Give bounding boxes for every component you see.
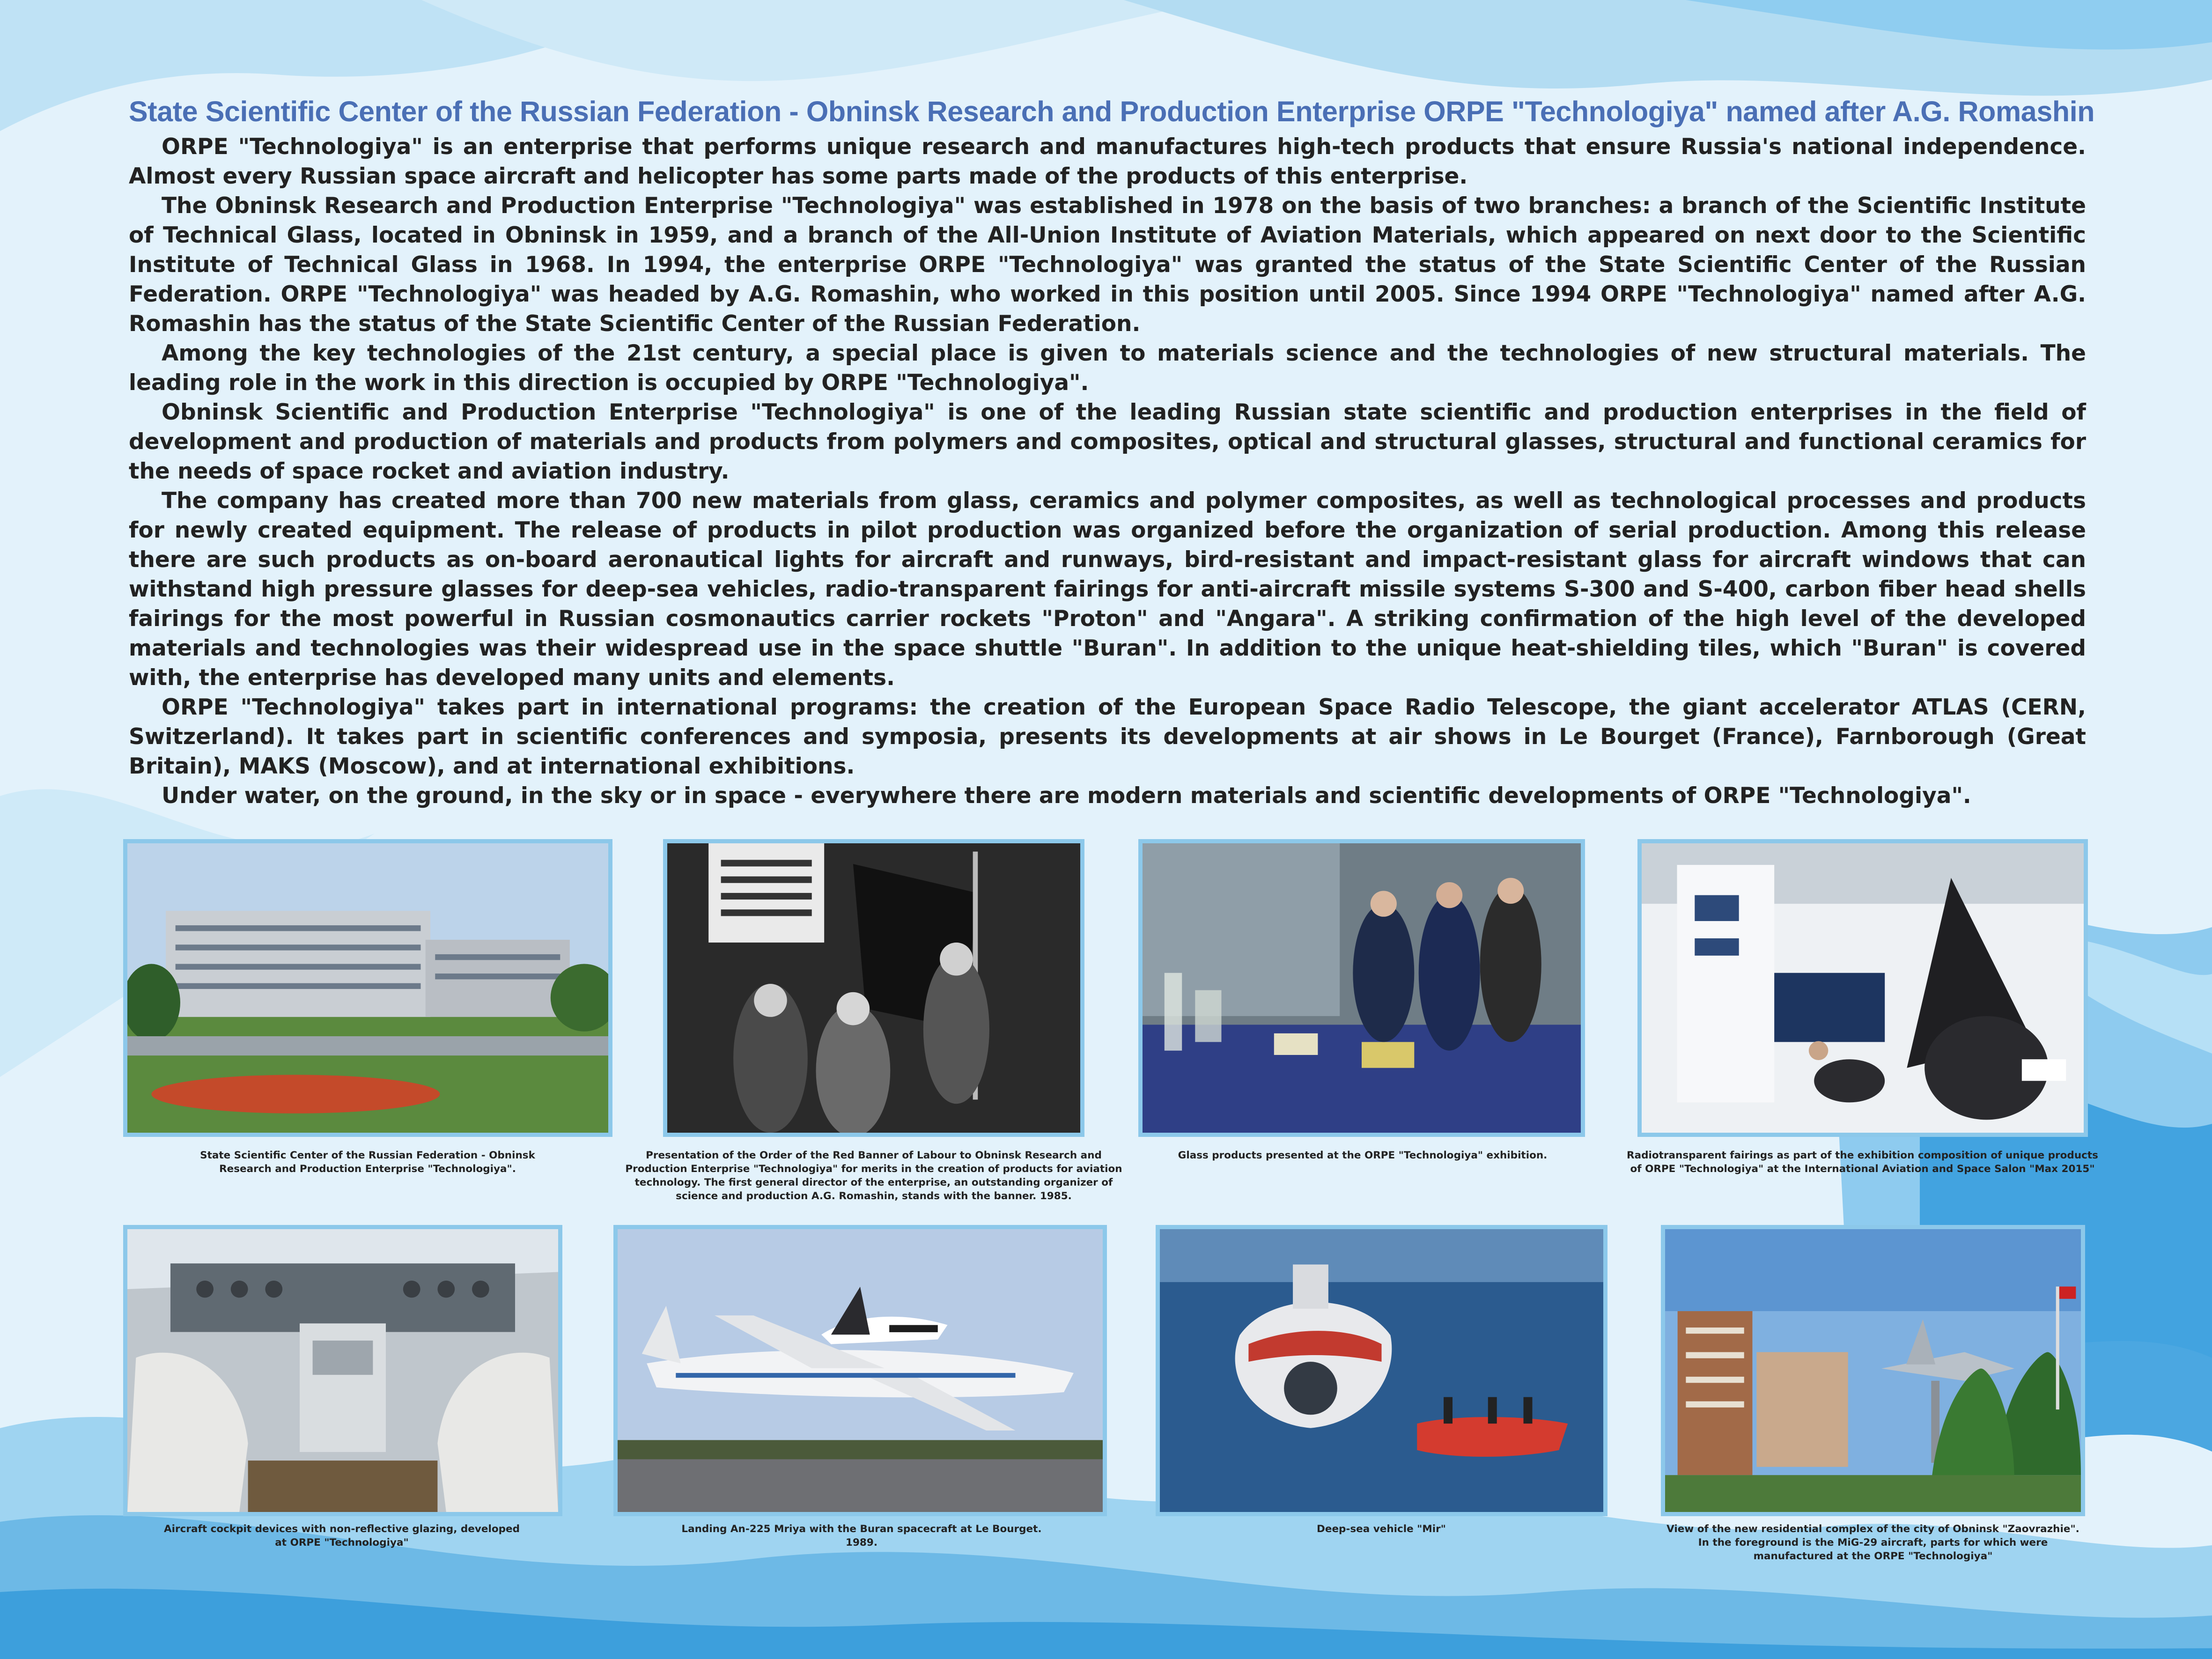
photo-caption: Landing An-225 Mriya with the Buran spacecraft at Le Bourget. 1989.: [681, 1523, 1042, 1548]
mir-image: [1160, 1229, 1603, 1512]
paragraph: Obninsk Scientific and Production Enterprise "Technologiya" is one of the leading Russian state scientific and production enterprises in the field of development and production of materials and products from polymers and composites, optical and structural glasses, structural and functional ceramics for the needs of space rocket and aviation industry.: [129, 399, 2086, 484]
building-image: [127, 843, 608, 1133]
exhibition-image: [1143, 843, 1581, 1133]
photo-caption: Radiotransparent fairings as part of the exhibition composition of unique products of ORPE "Technologiya" at the International Aviation and Space Salon "Max 2015": [1627, 1150, 2098, 1175]
an225-image: [618, 1229, 1103, 1512]
photo-caption: Deep-sea vehicle "Mir": [1317, 1523, 1446, 1535]
photo-glass-exhibition: [1138, 839, 1585, 1137]
paragraph: The Obninsk Research and Production Enterprise "Technologiya" was established in 1978 on the basis of two branches: a branch of the Scientific Institute of Technical Glass, located in Obninsk in 1959, and a branch of the All-Union Institute of Aviation Materials, which appeared on next door to the Scientific Institute of Technical Glass in 1968. In 1994, the enterprise ORPE "Technologiya" was granted the status of the State Scientific Center of the Russian Federation. ORPE "Technologiya" was headed by A.G. Romashin, who worked in this position until 2005. Since 1994 ORPE "Technologiya" named after A.G. Romashin has the status of the State Scientific Center of the Russian Federation.: [129, 193, 2086, 337]
paragraph: ORPE "Technologiya" is an enterprise that performs unique research and manufactures high-tech products that ensure Russia's national independence. Almost every Russian space aircraft and helicopter has some parts made of the products of this enterprise.: [129, 134, 2086, 189]
poster-body: [129, 132, 2086, 811]
zaovrazhie-image: [1665, 1229, 2081, 1512]
photo-caption: View of the new residential complex of the city of Obninsk "Zaovrazhie". In the foreground is the MiG-29 aircraft, parts for which were manufactured at the ORPE "Technologiya": [1666, 1523, 2079, 1562]
photo-fairings-maks: [1637, 839, 2088, 1137]
banner-image: [667, 843, 1080, 1133]
photo-mir-vehicle: [1156, 1225, 1607, 1516]
photo-caption: Presentation of the Order of the Red Banner of Labour to Obninsk Research and Production Enterprise "Technologiya" for merits in the creation of products for aviation technology. The first general director of the enterprise, an outstanding organizer of science and production A.G. Romashin, stands with the banner. 1985.: [625, 1150, 1122, 1202]
photo-caption: State Scientific Center of the Russian Federation - Obninsk Research and Production Enterprise "Technologiya".: [200, 1150, 535, 1175]
photo-zaovrazhie-mig29: [1661, 1225, 2085, 1516]
paragraph: The company has created more than 700 new materials from glass, ceramics and polymer composites, as well as technological processes and products for newly created equipment. The release of products in pilot production was organized before the organization of serial production. Among this release there are such products as on-board aeronautical lights for aircraft and runways, bird-resistant and impact-resistant glass for aircraft windows that can withstand high pressure glasses for deep-sea vehicles, radio-transparent fairings for anti-aircraft missile systems S-300 and S-400, carbon fiber head shells fairings for the most powerful in Russian cosmonautics carrier rockets "Proton" and "Angara". A striking confirmation of the high level of the developed materials and technologies was their widespread use in the space shuttle "Buran". In addition to the unique heat-shielding tiles, which "Buran" is covered with, the enterprise has developed many units and elements.: [129, 488, 2086, 691]
photo-an225-buran: [613, 1225, 1107, 1516]
photo-caption: Aircraft cockpit devices with non-reflective glazing, developed at ORPE "Technologiya": [164, 1523, 520, 1548]
paragraph: Among the key technologies of the 21st century, a special place is given to materials science and the technologies of new structural materials. The leading role in the work in this direction is occupied by ORPE "Technologiya".: [129, 340, 2086, 396]
photo-cockpit: [123, 1225, 562, 1516]
photo-building: [123, 839, 612, 1137]
fairings-image: [1642, 843, 2084, 1133]
poster-title: State Scientific Center of the Russian Federation - Obninsk Research and Production Enterprise ORPE "Technologiya" named after A.G. Romashin: [129, 96, 2095, 127]
paragraph: Under water, on the ground, in the sky or in space - everywhere there are modern materials and scientific developments of ORPE "Technologiya".: [162, 783, 1971, 809]
cockpit-image: [127, 1229, 558, 1512]
photo-caption: Glass products presented at the ORPE "Technologiya" exhibition.: [1178, 1150, 1548, 1161]
photo-banner-presentation: [663, 839, 1084, 1137]
paragraph: ORPE "Technologiya" takes part in international programs: the creation of the European Space Radio Telescope, the giant accelerator ATLAS (CERN, Switzerland). It takes part in scientific conferences and symposia, presents its developments at air shows in Le Bourget (France), Farnborough (Great Britain), MAKS (Moscow), and at international exhibitions.: [129, 694, 2086, 779]
